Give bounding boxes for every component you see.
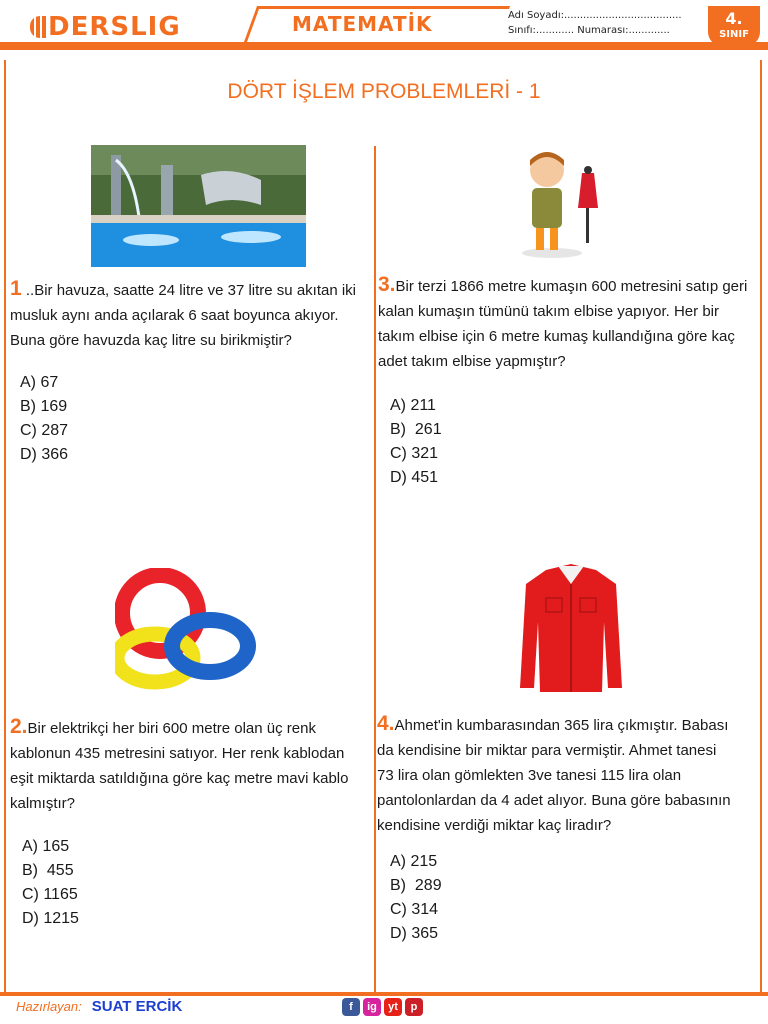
question-text: ..Bir havuza, saatte 24 litre ve 37 litre su akıtan iki musluk aynı anda açılarak 6 saat boyunca akıyor. Buna göre havuzda kaç litre su birikmiştir? xyxy=(10,282,357,349)
footer xyxy=(16,998,182,1015)
option-d[interactable]: D) 366 xyxy=(20,446,69,463)
option-a[interactable]: A) 165 xyxy=(22,838,70,855)
question-text: Bir terzi 1866 metre kumaşın 600 metresini satıp geri kalan kumaşın tümünü takım elbise yapıyor. Her bir takım elbise için 6 metre kumaş kullandığına göre kaç adet takım elbise yapmıştır? xyxy=(378,278,748,370)
logo-text: DERSLIG xyxy=(48,12,181,42)
question-text: Ahmet'in kumbarasından 365 lira çıkmıştır. Babası da kendisine bir miktar para vermiştir. Ahmet tanesi 73 lira olan gömlekten 3ve tanesi 115 lira olan pantolonlardan da 4 adet alıyor. Buna göre babasının kendisine verdiği miktar kaç liradır? xyxy=(377,717,731,834)
question-2 xyxy=(10,714,360,816)
question-4 xyxy=(377,711,737,838)
question-2-options xyxy=(22,835,79,931)
grade-number: 4. xyxy=(725,9,743,28)
option-b[interactable]: B) 455 xyxy=(22,862,74,879)
option-d[interactable]: D) 1215 xyxy=(22,910,79,927)
facebook-icon[interactable]: f xyxy=(342,998,360,1016)
option-d[interactable]: D) 451 xyxy=(390,469,439,486)
student-info xyxy=(508,8,682,38)
grade-label: SINIF xyxy=(719,29,749,40)
youtube-icon[interactable]: yt xyxy=(384,998,402,1016)
name-field[interactable]: Adı Soyadı:..................................... xyxy=(508,10,682,21)
option-c[interactable]: C) 321 xyxy=(390,445,439,462)
question-3-options xyxy=(390,394,442,490)
question-4-options xyxy=(390,850,442,946)
question-number: 1 xyxy=(10,277,22,300)
question-number: 4. xyxy=(377,712,395,735)
subject-title: MATEMATİK xyxy=(292,12,433,36)
option-d[interactable]: D) 365 xyxy=(390,925,439,942)
option-b[interactable]: B) 289 xyxy=(390,877,442,894)
question-number: 2. xyxy=(10,715,28,738)
pinterest-icon[interactable]: p xyxy=(405,998,423,1016)
author-name: SUAT ERCİK xyxy=(91,998,183,1015)
pool-fountain-image xyxy=(91,145,306,267)
social-links xyxy=(342,998,423,1016)
page-title: DÖRT İŞLEM PROBLEMLERİ - 1 xyxy=(227,80,541,103)
option-a[interactable]: A) 211 xyxy=(390,397,436,414)
question-1-options xyxy=(20,371,68,467)
question-number: 3. xyxy=(378,273,396,296)
option-b[interactable]: B) 169 xyxy=(20,398,68,415)
footer-bar xyxy=(0,992,768,996)
option-c[interactable]: C) 287 xyxy=(20,422,69,439)
header-bar xyxy=(0,42,768,50)
option-a[interactable]: A) 67 xyxy=(20,374,59,391)
tailor-image xyxy=(512,148,604,260)
class-field[interactable]: Sınıfı:............ Numarası:............. xyxy=(508,25,670,36)
option-c[interactable]: C) 1165 xyxy=(22,886,78,903)
derslig-logo xyxy=(30,12,181,42)
question-1 xyxy=(10,276,360,353)
question-text: Bir elektrikçi her biri 600 metre olan üç renk kablonun 435 metresini satıyor. Her renk kablodan eşit miktarda satıldığına göre kaç metre mavi kablo kalmıştır? xyxy=(10,720,349,812)
instagram-icon[interactable]: ig xyxy=(363,998,381,1016)
question-3 xyxy=(378,272,748,374)
prepared-by-label: Hazırlayan: xyxy=(16,999,82,1014)
option-b[interactable]: B) 261 xyxy=(390,421,442,438)
logo-bars-icon xyxy=(30,16,46,38)
header xyxy=(0,0,768,58)
option-a[interactable]: A) 215 xyxy=(390,853,438,870)
cable-coils-image xyxy=(115,568,257,690)
red-shirt-image xyxy=(516,562,626,698)
option-c[interactable]: C) 314 xyxy=(390,901,439,918)
grade-badge xyxy=(708,6,760,46)
column-divider xyxy=(374,146,376,992)
